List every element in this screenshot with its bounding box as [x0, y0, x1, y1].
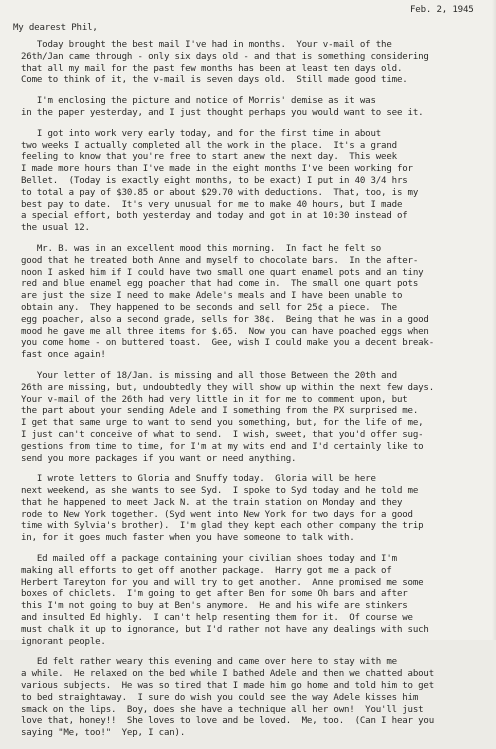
letter-line: Bellet. (Today is exactly eight months, to be exact) I put in 40 3/4 hrs	[21, 175, 408, 186]
letter-line: ignorant people.	[21, 636, 106, 647]
letter-line: mood he gave me all three items for $.65. Now you can have poached eggs when	[21, 326, 429, 337]
letter-line: 26th/Jan came through - only six days old - and that is something considering	[21, 51, 429, 62]
letter-line: send you more packages if you want or need anything.	[21, 453, 297, 464]
letter-line: a special effort, both yesterday and today and got in at 10:30 instead of	[21, 211, 408, 222]
letter-line: gestions from time to time, for I'm at my wits end and I'd certainly like to	[21, 441, 424, 452]
letter-line: are just the size I need to make Adele's meals and I have been unable to	[21, 291, 403, 302]
letter-paragraph	[21, 129, 491, 235]
letter-line: I just can't conceive of what to send. I wish, sweet, that you'd offer sug-	[21, 429, 424, 440]
letter-line: a while. He relaxed on the bed while I bathed Adele and then we chatted about	[21, 669, 435, 680]
letter-line: and insulted Ed highly. I can't help resenting them for it. Of course we	[21, 613, 413, 624]
letter-paragraph	[21, 657, 491, 740]
letter-line: in the paper yesterday, and I just thought perhaps you would want to see it.	[21, 107, 424, 118]
scan-edge-shadow	[492, 0, 496, 640]
letter-line: must chalk it up to ignorance, but I'd rather not have any dealings with such	[21, 624, 429, 635]
letter-date: Feb. 2, 1945	[410, 5, 474, 15]
letter-line: good that he treated both Anne and myself to chocolate bars. In the after-	[21, 255, 419, 266]
letter-paragraph	[21, 371, 491, 465]
letter-line: Your letter of 18/Jan. is missing and all those Between the 20th and	[21, 370, 397, 381]
letter-paragraph	[21, 40, 491, 87]
letter-line: I got into work very early today, and for the first time in about	[21, 128, 382, 139]
letter-line: 26th are missing, but, undoubtedly they will show up within the next few days.	[21, 382, 435, 393]
letter-line: to total a pay of $30.85 or about $29.70 with deductions. That, too, is my	[21, 187, 419, 198]
letter-paragraph	[21, 96, 491, 120]
letter-line: boxes of chiclets. I'm going to get after Ben for some Oh bars and after	[21, 589, 408, 600]
letter-line: two weeks I actually completed all the work in the place. It's a grand	[21, 140, 397, 151]
letter-line: you come home - on buttered toast. Gee, wish I could make you a decent break-	[21, 338, 435, 349]
letter-line: love that, honey!! She loves to love and be loved. Me, too. (Can I hear you	[21, 716, 435, 727]
letter-body	[21, 40, 491, 749]
letter-line: I wrote letters to Gloria and Snuffy today. Gloria will be here	[21, 474, 376, 485]
letter-line: obtain any. They happened to be seconds and sell for 25¢ a piece. The	[21, 302, 397, 313]
letter-line: to bed straightaway. I sure do wish you could see the way Adele kisses him	[21, 692, 419, 703]
letter-line: that all my mail for the past few months has been at least ten days old.	[21, 63, 403, 74]
letter-line: I'm enclosing the picture and notice of Morris' demise as it was	[21, 96, 376, 107]
letter-line: this I'm not going to buy at Ben's anymore. He and his wife are stinkers	[21, 601, 408, 612]
letter-line: Ed mailed off a package containing your civilian shoes today and I'm	[21, 554, 397, 565]
letter-line: next weekend, as she wants to see Syd. I spoke to Syd today and he told me	[21, 486, 419, 497]
letter-line: saying "Me, too!" Yep, I can).	[21, 728, 186, 739]
letter-line: Mr. B. was in an excellent mood this morning. In fact he felt so	[21, 243, 382, 254]
letter-line: fast once again!	[21, 350, 106, 361]
letter-line: feeling to know that you're free to start anew the next day. This week	[21, 152, 397, 163]
letter-line: best pay to date. It's very unusual for me to make 40 hours, but I made	[21, 199, 403, 210]
letter-line: various subjects. He was so tired that I made him go home and told him to get	[21, 681, 435, 692]
letter-line: smack on the lips. Boy, does she have a technique all her own! You'll just	[21, 704, 424, 715]
letter-line: the usual 12.	[21, 223, 90, 234]
letter-line: Come to think of it, the v-mail is seven days old. Still made good time.	[21, 75, 408, 86]
letter-line: noon I asked him if I could have two small one quart enamel pots and an tiny	[21, 267, 424, 278]
letter-line: Today brought the best mail I've had in months. Your v-mail of the	[21, 40, 392, 50]
letter-line: I get that same urge to want to send you something, but, for the life of me,	[21, 418, 424, 429]
letter-paragraph	[21, 244, 491, 362]
letter-line: Herbert Tareyton for you and will try to get another. Anne promised me some	[21, 577, 424, 588]
letter-line: red and blue enamel egg poacher that had come in. The small one quart pots	[21, 279, 419, 290]
letter-line: Your v-mail of the 26th had very little in it for me to comment upon, but	[21, 394, 408, 405]
letter-line: rode to New York together. (Syd went into New York for two days for a good	[21, 509, 413, 520]
letter-line: egg poacher, also a second grade, sells for 38¢. Being that he was in a good	[21, 314, 429, 325]
letter-line: making all efforts to get off another package. Harry got me a pack of	[21, 565, 392, 576]
letter-line: the part about your sending Adele and I something from the PX surprised me.	[21, 406, 419, 417]
letter-line: that he happened to meet Jack N. at the train station on Monday and they	[21, 497, 403, 508]
letter-line: Ed felt rather weary this evening and came over here to stay with me	[21, 657, 397, 668]
letter-line: I made more hours than I've made in the eight months I've been working for	[21, 164, 413, 175]
letter-line: in, for it goes much faster when you have someone to talk with.	[21, 533, 355, 544]
letter-paragraph	[21, 554, 491, 648]
letter-line: time with Sylvia's brother). I'm glad they kept each other company the trip	[21, 521, 424, 532]
letter-paragraph	[21, 474, 491, 545]
letter-salutation: My dearest Phil,	[13, 23, 98, 33]
